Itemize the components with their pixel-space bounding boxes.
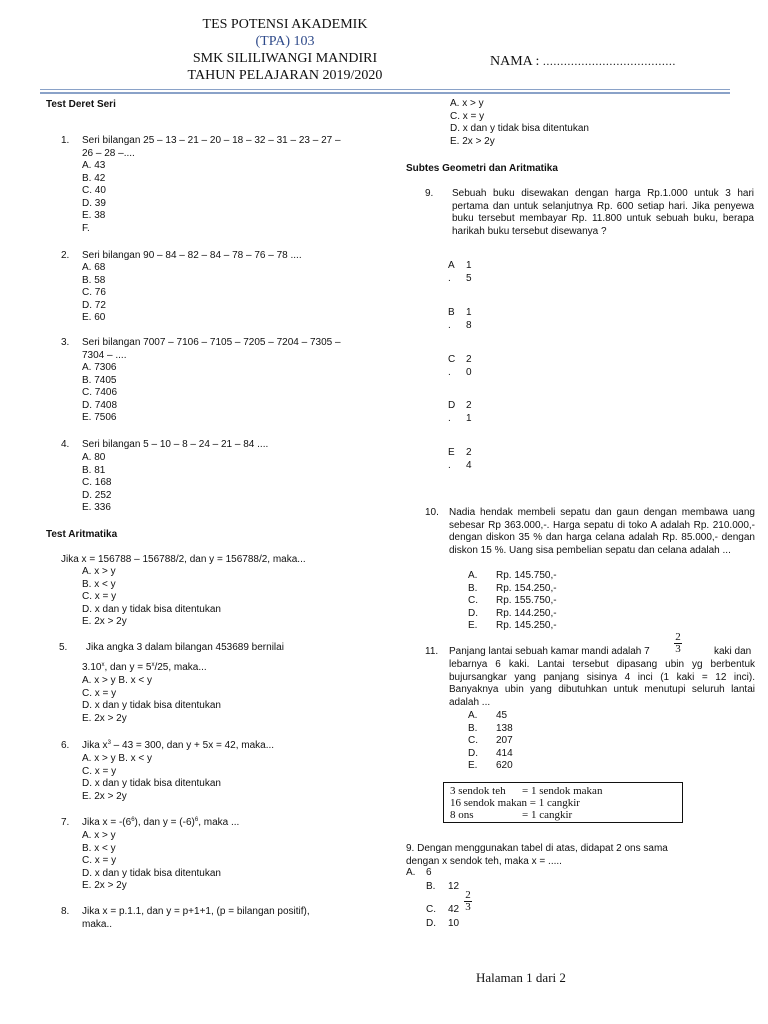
- q2-options: [82, 262, 106, 325]
- q4-text: Seri bilangan 5 – 10 – 8 – 24 – 21 – 84 ....: [82, 439, 269, 450]
- qa-option-a: A. x > y: [82, 566, 116, 577]
- q6-number: 6.: [61, 740, 70, 751]
- q2-option-d: D. 72: [82, 299, 106, 311]
- q3-line2: 7304 – ....: [82, 349, 127, 361]
- page-number: Halaman 1 dari 2: [476, 970, 566, 985]
- q9-option-a: [448, 260, 472, 285]
- qa-option-c: C. x = y: [82, 591, 117, 603]
- q12-line2: dengan x sendok teh, maka x = .....: [406, 855, 562, 867]
- q8-option-a: A. x > y: [450, 98, 484, 109]
- q4-option-e: E. 336: [82, 502, 111, 514]
- q2-text: Seri bilangan 90 – 84 – 82 – 84 – 78 – 76 – 78 ....: [82, 250, 302, 261]
- name-blank: ......................................: [542, 54, 676, 68]
- q4-options: [82, 452, 111, 515]
- q2-option-c: C. 76: [82, 287, 106, 299]
- q3-text: [82, 337, 341, 362]
- q11-number: 11.: [425, 646, 439, 657]
- q5-l2-sup2: x: [151, 662, 155, 668]
- q12-option-a: [406, 867, 432, 880]
- table-r1-left: 3 sendok teh: [450, 785, 506, 797]
- q9-b-dot: .: [448, 319, 451, 331]
- q12-c-letter: C.: [426, 904, 436, 915]
- q5-line2: [82, 662, 207, 675]
- q8-line1: Jika x = p.1.1, dan y = p+1+1, (p = bilangan positif),: [82, 906, 310, 917]
- q10-c-letter: C.: [468, 595, 478, 607]
- q5-l2-a: 3.10: [82, 662, 102, 673]
- q1-line2: 26 – 28 –....: [82, 147, 135, 159]
- q5-options: [82, 675, 221, 725]
- title-line-1: TES POTENSI AKADEMIK: [202, 17, 368, 32]
- q11-frac-den: 3: [675, 643, 681, 655]
- q4-option-d: D. 252: [82, 489, 112, 501]
- q9-b-v2: 8: [466, 319, 472, 331]
- q12-option-d: [426, 918, 459, 931]
- q10-a-value: Rp. 145.750,-: [496, 570, 557, 581]
- q12-b-letter: B.: [426, 881, 436, 892]
- q9-e-v2: 4: [466, 459, 472, 471]
- q7-sup2: 6: [194, 817, 199, 823]
- q5-number: 5.: [59, 642, 68, 653]
- academic-year: TAHUN PELAJARAN 2019/2020: [187, 68, 383, 83]
- q4-option-c: C. 168: [82, 477, 112, 489]
- q12-text: [406, 843, 668, 868]
- q12-c-value: 42: [448, 904, 460, 915]
- q10-e-value: Rp. 145.250,-: [496, 620, 557, 632]
- q7-sup: 6: [131, 817, 135, 823]
- q1-option-c: C. 40: [82, 185, 106, 197]
- q12-c-fraction: [464, 890, 472, 913]
- q9-a-v2: 5: [466, 272, 472, 284]
- q7-c: , maka ...: [198, 817, 240, 828]
- q2-option-b: B. 58: [82, 274, 106, 286]
- q11-line1-end: kaki dan: [714, 646, 752, 657]
- q8-option-e: E. 2x > 2y: [450, 135, 495, 147]
- q9-c-dot: .: [448, 366, 451, 378]
- q9-b-v1: 1: [466, 307, 472, 318]
- table-r1-right: = 1 sendok makan: [522, 785, 603, 797]
- q10-d-letter: D.: [468, 607, 478, 619]
- qa-text: Jika x = 156788 – 156788/2, dan y = 156788/2, maka...: [61, 554, 306, 565]
- q1-line1: Seri bilangan 25 – 13 – 21 – 20 – 18 – 32 – 31 – 23 – 27 –: [82, 135, 341, 146]
- q12-a-letter: A.: [406, 867, 416, 878]
- q7-a: Jika x = -(6: [82, 817, 132, 828]
- q9-c-v1: 2: [466, 354, 472, 365]
- q12-a-value: 6: [426, 867, 432, 878]
- q2-number: 2.: [61, 250, 70, 261]
- q6-b: – 43 = 300, dan y + 5x = 42, maka...: [110, 740, 275, 751]
- q9-option-d: [448, 400, 472, 425]
- q8-number: 8.: [61, 906, 70, 917]
- q6-option-e: E. 2x > 2y: [82, 790, 127, 802]
- q11-c-value: 207: [496, 735, 513, 747]
- qa-option-d: D. x dan y tidak bisa ditentukan: [82, 603, 221, 615]
- q3-option-e: E. 7506: [82, 412, 117, 424]
- q6-options: [82, 753, 221, 803]
- table-r3-left: 8 ons: [450, 809, 474, 821]
- q1-options: [82, 160, 106, 236]
- q9-b-letter: B: [448, 307, 455, 318]
- q8-option-c: C. x = y: [450, 110, 485, 122]
- q11-b-value: 138: [496, 722, 513, 734]
- table-r3-right: = 1 cangkir: [522, 809, 573, 821]
- q7-b: ), dan y = (-6): [134, 817, 195, 828]
- q6-sup: 3: [107, 740, 111, 746]
- conversion-table: [443, 782, 683, 823]
- q12-frac-den: 3: [465, 901, 471, 913]
- q10-a-letter: A.: [468, 570, 478, 581]
- q10-c-value: Rp. 155.750,-: [496, 595, 557, 607]
- name-label: NAMA :: [490, 54, 540, 69]
- q9-d-dot: .: [448, 412, 451, 424]
- q11-a-letter: A.: [468, 710, 478, 721]
- q10-e-letter: E.: [468, 620, 478, 632]
- q11-options: [468, 710, 513, 773]
- q9-e-letter: E: [448, 447, 455, 458]
- q10-d-value: Rp. 144.250,-: [496, 607, 557, 619]
- q10-options: [468, 570, 557, 633]
- q6-option-c: C. x = y: [82, 765, 117, 777]
- q7-option-a: A. x > y: [82, 830, 116, 841]
- q8-options: [450, 98, 589, 148]
- q1-text: [82, 135, 341, 160]
- qa-option-b: B. x < y: [82, 578, 116, 590]
- q12-d-letter: D.: [426, 918, 436, 929]
- q12-frac-num: 2: [465, 889, 471, 901]
- q3-option-b: B. 7405: [82, 374, 117, 386]
- q11-e-letter: E.: [468, 760, 478, 772]
- q11-fraction: [674, 632, 682, 655]
- q3-number: 3.: [61, 337, 70, 348]
- q7-text: [82, 817, 239, 830]
- q7-options: [82, 830, 221, 893]
- q5-option-c: C. x = y: [82, 687, 117, 699]
- q9-a-letter: A: [448, 260, 455, 271]
- q5-l2-b: , dan y = 5: [104, 662, 152, 673]
- q10-text: Nadia hendak membeli sepatu dan gaun dengan membawa uang sebesar Rp 363.000,-. Harga sepatu di toko A adalah Rp. 210.000,- dengan diskon 35 % dan harga celana adalah Rp. 85.000,- dengan diskon 15 %. Uang sisa pembelian sepatu dan celana adalah ...: [449, 507, 755, 556]
- q2-option-e: E. 60: [82, 312, 106, 324]
- q1-option-e: E. 38: [82, 210, 106, 222]
- q1-option-d: D. 39: [82, 197, 106, 209]
- q3-options: [82, 362, 117, 425]
- q12-line1: 9. Dengan menggunakan tabel di atas, didapat 2 ons sama: [406, 843, 668, 854]
- q3-option-c: C. 7406: [82, 387, 118, 399]
- table-row-1: [450, 785, 682, 797]
- q10-b-value: Rp. 154.250,-: [496, 582, 557, 594]
- qa-option-e: E. 2x > 2y: [82, 616, 127, 628]
- q9-d-v1: 2: [466, 400, 472, 411]
- q9-option-b: [448, 307, 472, 332]
- q1-number: 1.: [61, 135, 70, 146]
- q7-option-d: D. x dan y tidak bisa ditentukan: [82, 867, 221, 879]
- header-rule-thick: [40, 92, 730, 94]
- q3-option-a: A. 7306: [82, 362, 117, 373]
- q11-line1: Panjang lantai sebuah kamar mandi adalah 7: [449, 646, 650, 657]
- q2-option-a: A. 68: [82, 262, 106, 273]
- header-rule: [40, 89, 730, 90]
- q11-a-value: 45: [496, 710, 508, 721]
- qa-options: [82, 566, 221, 629]
- q5-l2-c: /25, maka...: [154, 662, 207, 673]
- q3-option-d: D. 7408: [82, 399, 118, 411]
- q11-frac-num: 2: [675, 631, 681, 643]
- q11-d-value: 414: [496, 747, 513, 759]
- table-row-2: 16 sendok makan = 1 cangkir: [450, 797, 580, 809]
- q6-option-ab: A. x > y B. x < y: [82, 753, 153, 764]
- q6-text: [82, 740, 274, 753]
- q11-b-letter: B.: [468, 722, 478, 734]
- q4-number: 4.: [61, 439, 70, 450]
- section-deret-seri: Test Deret Seri: [46, 99, 116, 110]
- q9-option-e: [448, 447, 472, 472]
- q6-option-d: D. x dan y tidak bisa ditentukan: [82, 778, 221, 790]
- q9-e-v1: 2: [466, 447, 472, 458]
- q11-e-value: 620: [496, 760, 513, 772]
- q5-option-d: D. x dan y tidak bisa ditentukan: [82, 700, 221, 712]
- q8-option-d: D. x dan y tidak bisa ditentukan: [450, 123, 589, 135]
- q9-c-v2: 0: [466, 366, 472, 378]
- section-geometri: Subtes Geometri dan Aritmatika: [406, 163, 558, 174]
- q8-text: [82, 906, 310, 931]
- q9-c-letter: C: [448, 354, 456, 365]
- q11-c-letter: C.: [468, 735, 478, 747]
- q9-number: 9.: [425, 188, 434, 199]
- q9-d-v2: 1: [466, 412, 472, 424]
- q12-option-c: [426, 904, 459, 917]
- q7-option-c: C. x = y: [82, 855, 117, 867]
- q9-a-dot: .: [448, 272, 451, 284]
- q6-a: Jika x: [82, 740, 108, 751]
- q7-number: 7.: [61, 817, 70, 828]
- q11-d-letter: D.: [468, 747, 478, 759]
- q9-text: Sebuah buku disewakan dengan harga Rp.1.000 untuk 3 hari pertama dan untuk selanjutnya Rp. 600 setiap hari. Jika penyewa buku tersebut membayar Rp. 11.800 untuk sebuah buku, berapa harikah buku tersebut disewanya ?: [452, 188, 754, 237]
- q1-option-a: A. 43: [82, 160, 106, 171]
- q11-text: lebarnya 6 kaki. Lantai tersebut dipasang ubin yg berbentuk bujursangkar yang panjang sisinya 4 inci (1 kaki = 12 inci). Banyaknya ubin yang dibutuhkan untuk menutupi seluruh lantai adalah ...: [449, 659, 755, 708]
- name-field: [490, 54, 676, 70]
- q10-number: 10.: [425, 507, 439, 518]
- section-aritmatika: Test Aritmatika: [46, 529, 118, 540]
- q5-option-ab: A. x > y B. x < y: [82, 675, 153, 686]
- q7-option-e: E. 2x > 2y: [82, 880, 127, 892]
- table-row-3: [450, 809, 682, 821]
- q9-option-c: [448, 354, 472, 379]
- q9-d-letter: D: [448, 400, 456, 411]
- school-name: SMK SILILIWANGI MANDIRI: [192, 51, 378, 66]
- q12-d-value: 10: [448, 918, 460, 929]
- q9-a-v1: 1: [466, 260, 472, 271]
- q12-option-b: [426, 881, 459, 894]
- q1-option-b: B. 42: [82, 172, 106, 184]
- q3-line1: Seri bilangan 7007 – 7106 – 7105 – 7205 – 7204 – 7305 –: [82, 337, 341, 348]
- title-line-2: (TPA) 103: [255, 34, 315, 49]
- q4-option-a: A. 80: [82, 452, 106, 463]
- q10-b-letter: B.: [468, 582, 478, 594]
- q5-option-e: E. 2x > 2y: [82, 712, 127, 724]
- q1-option-f: F.: [82, 222, 90, 234]
- q12-b-value: 12: [448, 881, 460, 892]
- q7-option-b: B. x < y: [82, 842, 116, 854]
- q5-l2-sup: x: [101, 662, 105, 668]
- q8-line2: maka..: [82, 918, 113, 930]
- q9-e-dot: .: [448, 459, 451, 471]
- q5-line1: Jika angka 3 dalam bilangan 453689 bernilai: [86, 642, 284, 653]
- q4-option-b: B. 81: [82, 464, 106, 476]
